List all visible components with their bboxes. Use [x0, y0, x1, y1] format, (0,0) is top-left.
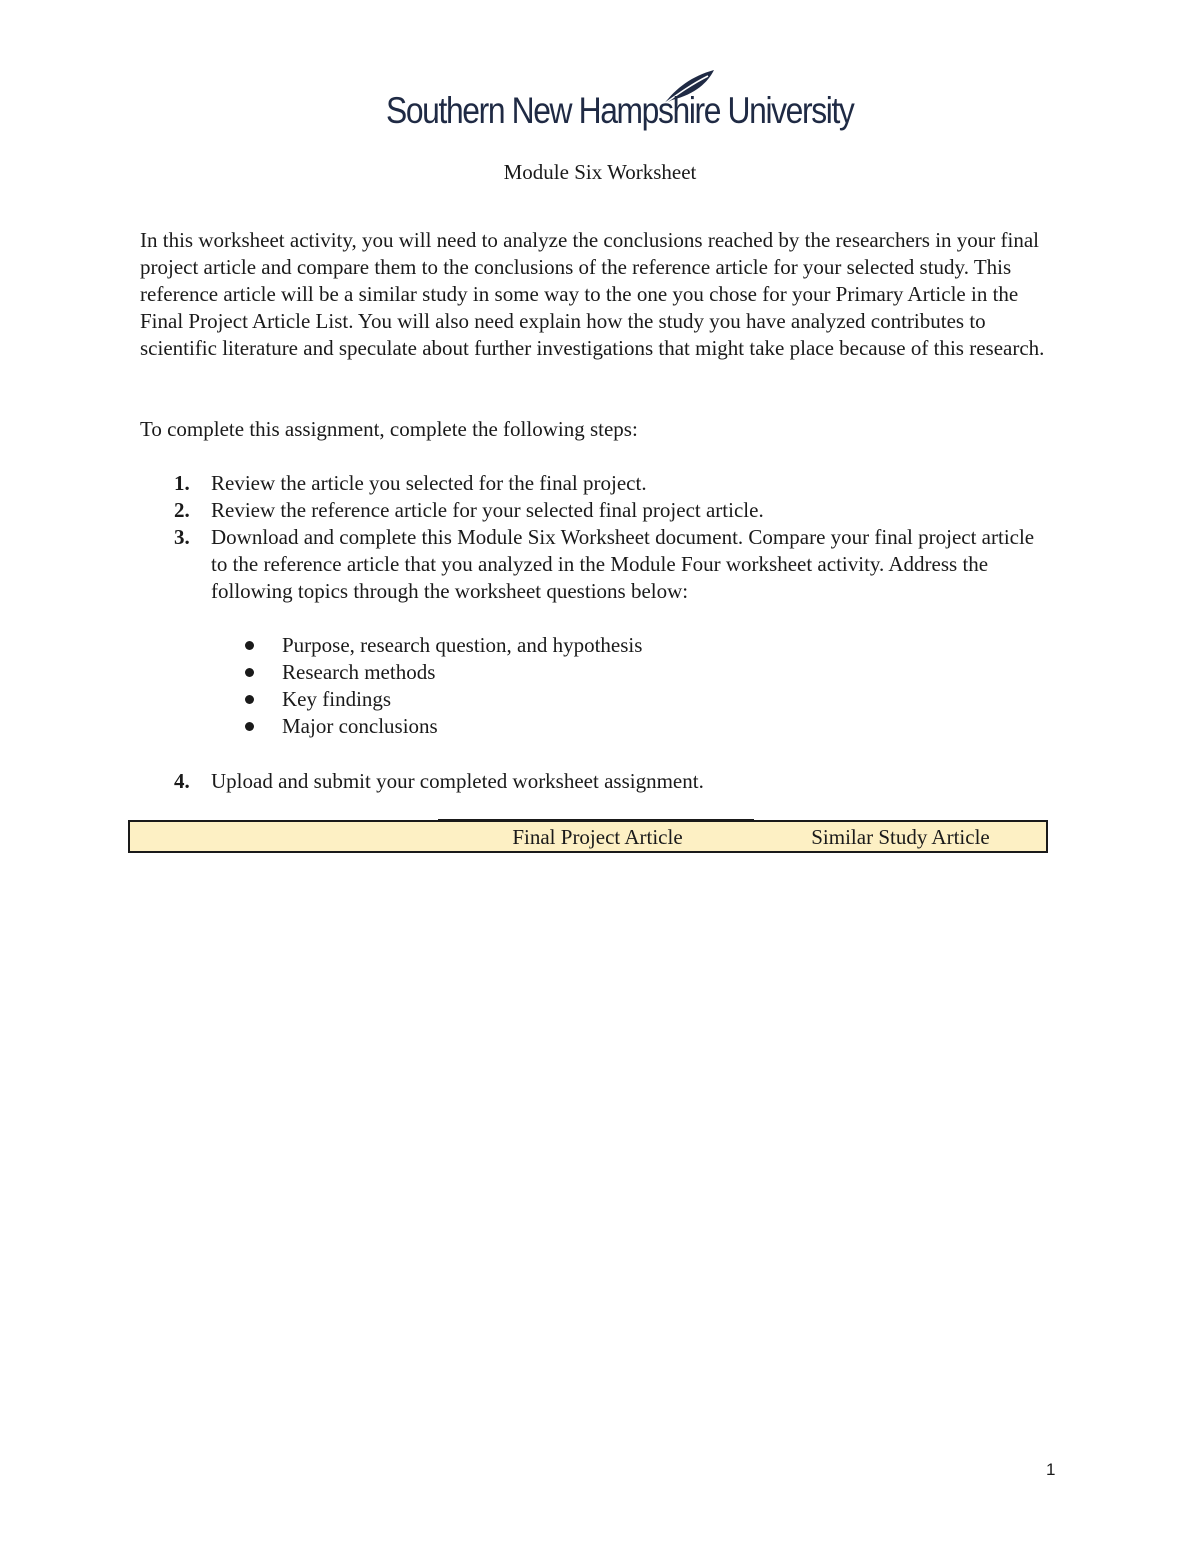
university-logo: [386, 68, 854, 140]
topic-item: [211, 686, 1040, 713]
step-text: Review the article you selected for the final project.: [211, 471, 647, 495]
step-number: 4.: [174, 769, 190, 793]
step-text: Upload and submit your completed worksheet assignment.: [211, 769, 704, 793]
step-text: Review the reference article for your selected final project article.: [211, 498, 764, 522]
step-number: 2.: [174, 498, 190, 522]
comparison-table-header: [128, 820, 1048, 853]
bullet-icon: [245, 722, 254, 731]
topic-item: [211, 713, 1040, 740]
bullet-icon: [245, 641, 254, 650]
header-cell-final-project: Final Project Article: [512, 825, 683, 849]
step-number: 3.: [174, 525, 190, 549]
topic-text: Major conclusions: [282, 714, 438, 738]
topic-item: [211, 632, 1040, 659]
topic-text: Purpose, research question, and hypothesis: [282, 633, 643, 657]
step-text: Download and complete this Module Six Worksheet document. Compare your final project article to the reference article that you analyzed in the Module Four worksheet activity. Address the following topics through the worksheet questions below:: [211, 525, 1035, 603]
bullet-icon: [245, 668, 254, 677]
topics-list: [211, 632, 1040, 740]
header-rule: [438, 819, 754, 822]
topic-text: Key findings: [282, 687, 392, 711]
topic-item: [211, 659, 1040, 686]
page-title: Module Six Worksheet: [503, 160, 697, 184]
step-number: 1.: [174, 471, 190, 495]
step-item: [140, 524, 1040, 740]
topic-text: Research methods: [282, 660, 436, 684]
header-cell-similar-study: Similar Study Article: [811, 825, 990, 849]
bullet-icon: [245, 695, 254, 704]
steps-list: [140, 470, 1040, 767]
step-item: [140, 768, 1040, 795]
step-item: [140, 470, 1040, 497]
intro-paragraph: In this worksheet activity, you will need to analyze the conclusions reached by the researchers in your final project article and compare them to the conclusions of the reference article for your selected study. This reference article will be a similar study in some way to the one you chose for your Primary Article in the Final Project Article List. You will also need explain how the study you have analyzed contributes to scientific literature and speculate about further investigations that might take place because of this research.: [140, 228, 1045, 360]
university-name: Southern New Hampshire University: [386, 90, 854, 131]
page-number: 1: [1046, 1460, 1056, 1479]
step-item: [140, 497, 1040, 524]
steps-intro: To complete this assignment, complete the following steps:: [140, 417, 638, 441]
